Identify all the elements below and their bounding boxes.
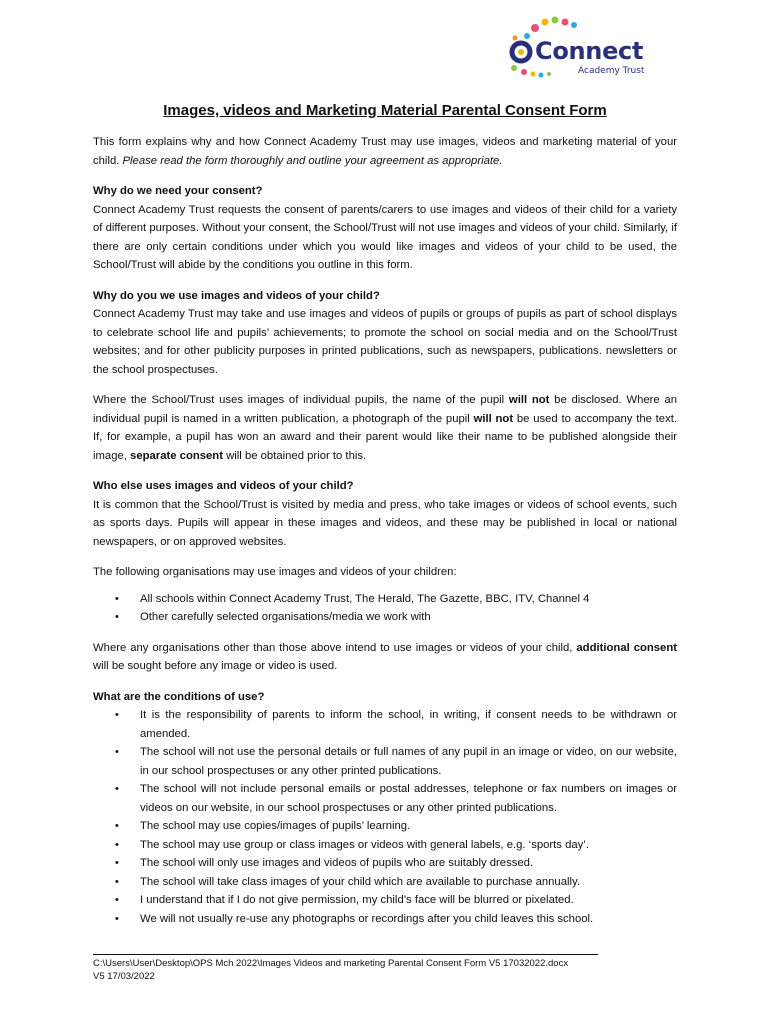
- section-heading-usage: Why do you we use images and videos of your child?: [93, 289, 380, 302]
- list-item: • I understand that if I do not give permission, my child’s face will be blurred or pixelated.: [93, 891, 677, 910]
- logo-wordmark: Connect: [535, 37, 644, 65]
- list-item: • The school may use copies/images of pupils’ learning.: [93, 817, 677, 836]
- list-item: • All schools within Connect Academy Trust, The Herald, The Gazette, BBC, ITV, Channel 4: [93, 590, 677, 609]
- logo-subtitle: Academy Trust: [578, 66, 645, 76]
- list-item: • The school will not include personal emails or postal addresses, telephone or fax numbers on images or videos on our website, in our school prospectuses or any other printed publications.: [93, 780, 677, 817]
- connect-logo: [505, 14, 645, 82]
- footer-divider: [93, 954, 598, 955]
- section-body-consent: Connect Academy Trust requests the consent of parents/carers to use images and videos of their child for a variety of different purposes. Without your consent, the School/Trust will not use images and videos of your child. Similarly, if there are only certain conditions under which you would like images and videos of your child to be used, the School/Trust will abide by the conditions you outline in this form.: [93, 203, 677, 271]
- list-item: • We will not usually re-use any photographs or recordings after you child leaves this school.: [93, 910, 677, 929]
- list-item: • The school will take class images of your child which are available to purchase annually.: [93, 873, 677, 892]
- additional-consent-paragraph: Where any organisations other than those above intend to use images or videos of your child, additional consent will be sought before any image or video is used.: [93, 641, 678, 672]
- list-item: • The school will not use the personal details or full names of any pupil in an image or video, on our website, in our school prospectuses or any other printed publications.: [93, 743, 677, 780]
- organisations-list: [93, 590, 677, 627]
- form-body: [93, 133, 677, 928]
- conditions-list: [93, 706, 677, 928]
- organisations-intro: The following organisations may use images and videos of your children:: [93, 566, 457, 578]
- section-heading-consent: Why do we need your consent?: [93, 185, 263, 197]
- intro-emphasis: Please read the form thoroughly and outline your agreement as appropriate.: [122, 154, 503, 167]
- page-title: Images, videos and Marketing Material Parental Consent Form: [163, 102, 607, 119]
- document-footer: [93, 957, 568, 983]
- intro-paragraph: This form explains why and how Connect Academy Trust may use images, videos and marketing material of your child. Please read the form thoroughly and outline your agreement as appropriate.: [93, 136, 677, 167]
- section-body-others: It is common that the School/Trust is visited by media and press, who take images or videos of school events, such as sports days. Pupils will appear in these images and videos, and these may be published in local or national newspapers, or on approved websites.: [93, 498, 677, 548]
- section-heading-others: Who else uses images and videos of your child?: [93, 480, 354, 492]
- section-body-usage: Connect Academy Trust may take and use images and videos of pupils or groups of pupils as part of school displays to celebrate school life and pupils’ achievements; to promote the school on social media and on the School/Trust websites; and for other publicity purposes in printed publications, such as newspapers, publications. newsletters or the school prospectuses.: [93, 308, 677, 376]
- list-item: • The school will only use images and videos of pupils who are suitably dressed.: [93, 854, 677, 873]
- footer-version: V5 17/03/2022: [93, 971, 155, 982]
- section-heading-conditions: What are the conditions of use?: [93, 690, 265, 703]
- footer-file-path: C:\Users\User\Desktop\OPS Mch 2022\Images Videos and marketing Parental Consent Form V5 17032022.docx: [93, 958, 569, 969]
- individual-pupils-paragraph: Where the School/Trust uses images of individual pupils, the name of the pupil will not be disclosed. Where an individual pupil is named in a written publication, a photograph of the pupil will not be used to accompany the text. If, for example, a pupil has won an award and their parent would like their name to be published alongside their image, separate consent will be obtained prior to this.: [93, 394, 678, 462]
- list-item: • The school may use group or class images or videos with general labels, e.g. ‘sports day’.: [93, 836, 677, 855]
- list-item: • Other carefully selected organisations/media we work with: [93, 608, 677, 627]
- list-item: • It is the responsibility of parents to inform the school, in writing, if consent needs to be withdrawn or amended.: [93, 706, 677, 743]
